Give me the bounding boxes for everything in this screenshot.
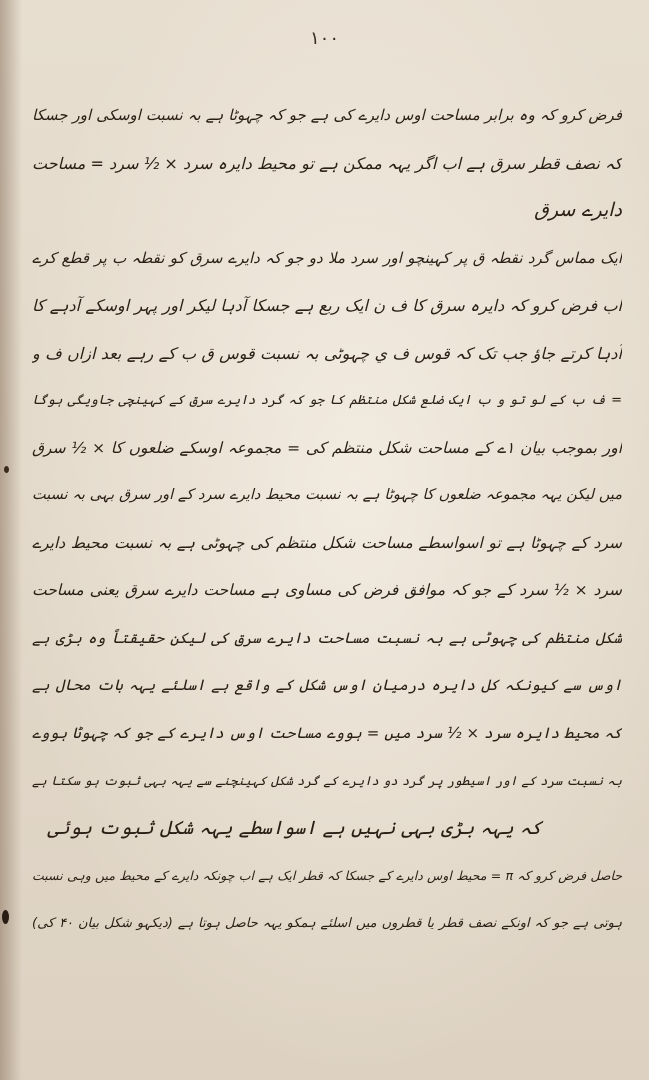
text-line: شکل منتظم کی چہوٹی ہے بہ نسبت مساحت دایرے سرق کی لیکن حقیقتاً وہ بڑی ہے — [32, 628, 622, 647]
text-line: ایک مماس گرد نقطہ ق پر کہینچو اور سرد ملا دو جو کہ دایرے سرق کو نقطہ ب پر قطع کرے — [32, 248, 622, 267]
text-line: آدہا کرتے جاؤ جب تک کہ قوس ف ي چہوٹی بہ نسبت قوس ق ب کے رہے بعد ازاں ف و — [32, 343, 622, 363]
text-line: حاصل فرض کرو کہ π = محیط اوس دایرے کے جسکا کہ قطر ایک ہے اب چونکہ دایرے کے محیط میں وہی نسبت — [32, 868, 622, 883]
text-line: = ف ب کے لو تو و ب ایک ضلع شکل منتظم کا جو کہ گرد دایرے سرق کے کہینچی جاویگی ہوگا — [32, 393, 622, 408]
text-line: اور بموجب بیان ۱ے کے مساحت شکل منتظم کی = مجموعہ اوسکے ضلعوں کا × ½ سرق — [32, 438, 622, 457]
text-line: فرض کرو کہ وہ برابر مساحت اوس دایرے کی ہے جو کہ چہوٹا ہے بہ نسبت اوسکی اور جسکا — [32, 106, 622, 124]
text-line: بہ نسبت سرد کے اور اسیطور پر گرد دو دایرے کے گرد شکل کہینچنے سے یہہ بہی ثبوت ہو سکتا ہے — [32, 773, 622, 788]
text-line: سرد کے چہوٹا ہے تو اسواسطے مساحت شکل منتظم کی چہوٹی ہے بہ نسبت محیط دایرے — [32, 533, 622, 552]
ink-spot — [2, 910, 9, 924]
text-line: کہ نصف قطر سرق ہے اب اگر یہہ ممکن ہے تو محیط دایرہ سرد × ½ سرد = مساحت — [32, 153, 622, 173]
ink-spot — [4, 466, 9, 473]
page-number: ۱۰۰ — [309, 28, 339, 49]
text-line: کہ یہہ بڑی بہی نہیں ہے اسواسطے یہہ شکل ثبوت ہوئی — [47, 816, 542, 839]
body-text — [32, 92, 622, 947]
text-line: ہوتی ہے جو کہ اونکے نصف قطر یا قطروں میں اسلئے ہمکو یہہ حاصل ہوتا ہے (دیکہو شکل بیان ۴۰ کی) — [32, 915, 622, 931]
text-line: کہ محیط دایرہ سرد × ½ سرد میں = ہووے مساحت اوس دایرے کے جو کہ چہوٹا ہووے — [32, 723, 622, 742]
text-line: اب فرض کرو کہ دایرہ سرق کا ف ن ایک ربع ہے جسکا آدہا لیکر اور پہر اوسکے آدہے کا — [32, 296, 622, 315]
text-line: دایرے سرق — [534, 199, 622, 221]
text-line: سرد × ½ سرد کے جو کہ موافق فرض کی مساوی ہے مساحت دایرے سرق یعنی مساحت — [32, 581, 622, 599]
text-line: اوس سے کیونکہ کل دایرہ درمیان اوس شکل کے واقع ہے اسلئے یہہ بات محال ہے — [32, 676, 622, 694]
text-line: میں لیکن یہہ مجموعہ ضلعوں کا چہوٹا ہے بہ نسبت محیط دایرے سرد کے اور سرق بہی بہ نسبت — [32, 487, 622, 503]
